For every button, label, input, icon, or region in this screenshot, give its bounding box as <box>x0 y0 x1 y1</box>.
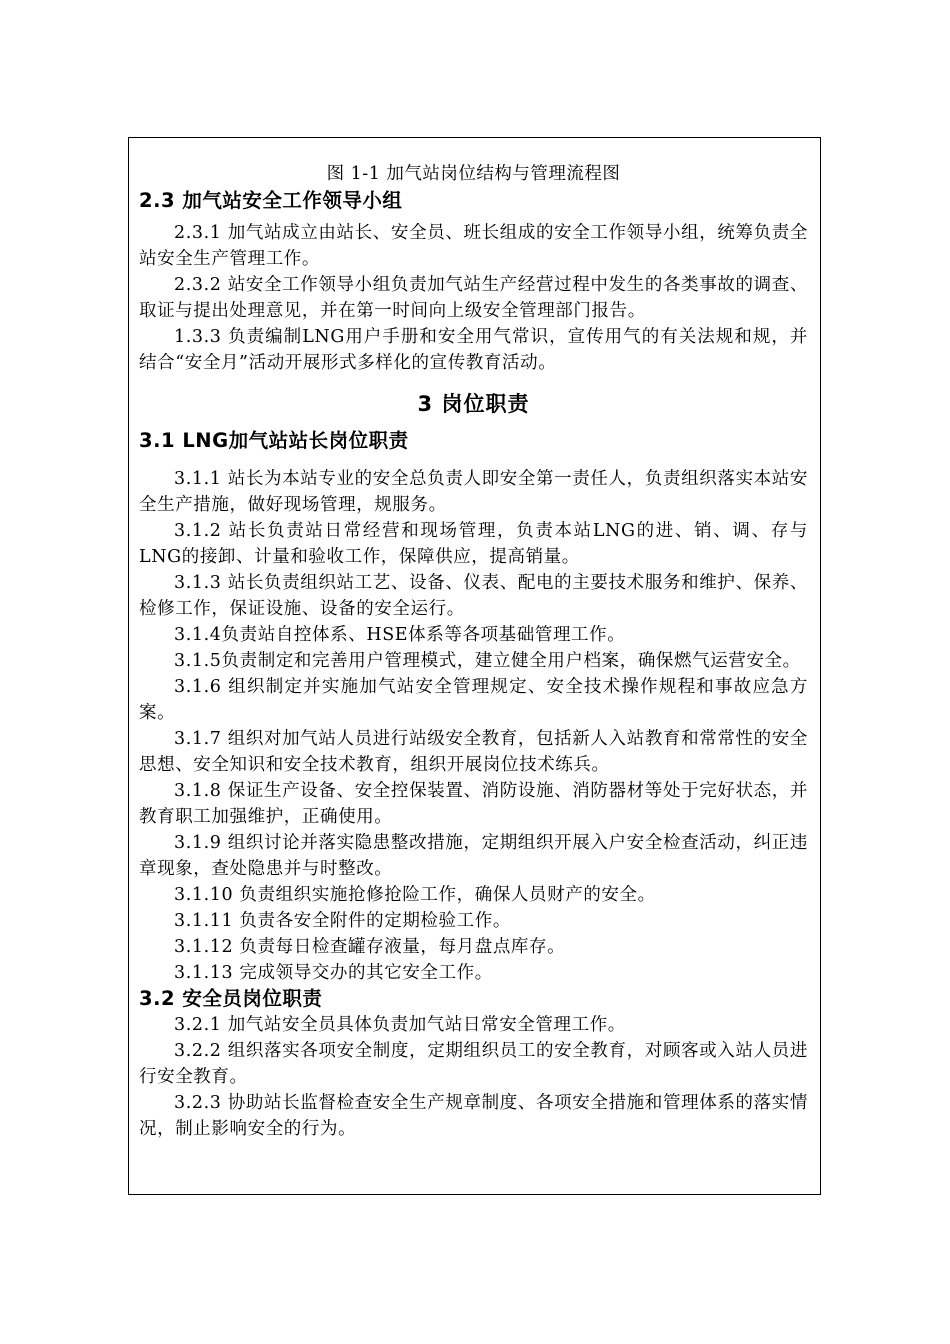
paragraph-3-1-2: 3.1.2 站长负责站日常经营和现场管理，负责本站LNG的进、销、调、存与LNG的接卸、计量和验收工作，保障供应，提高销量。 <box>139 521 808 567</box>
paragraph-1-3-3: 1.3.3 负责编制LNG用户手册和安全用气常识，宣传用气的有关法规和规，并结合“安全月”活动开展形式多样化的宣传教育活动。 <box>139 327 808 373</box>
paragraph-3-1-9: 3.1.9 组织讨论并落实隐患整改措施，定期组织开展入户安全检查活动，纠正违章现象，查处隐患并与时整改。 <box>139 833 808 879</box>
paragraph-3-1-4: 3.1.4负责站自控体系、HSE体系等各项基础管理工作。 <box>174 625 626 645</box>
paragraph-3-1-7: 3.1.7 组织对加气站人员进行站级安全教育，包括新人入站教育和常常性的安全思想、安全知识和安全技术教育，组织开展岗位技术练兵。 <box>139 729 808 775</box>
paragraph-3-1-3: 3.1.3 站长负责组织站工艺、设备、仪表、配电的主要技术服务和维护、保养、检修工作，保证设施、设备的安全运行。 <box>139 573 808 619</box>
paragraph-3-1-10: 3.1.10 负责组织实施抢修抢险工作，确保人员财产的安全。 <box>174 885 656 905</box>
spacer <box>139 454 808 466</box>
paragraph-3-2-3: 3.2.3 协助站长监督检查安全生产规章制度、各项安全措施和管理体系的落实情况，制止影响安全的行为。 <box>139 1093 808 1139</box>
paragraph-3-2-1: 3.2.1 加气站安全员具体负责加气站日常安全管理工作。 <box>174 1015 626 1035</box>
paragraph-3-1-8: 3.1.8 保证生产设备、安全控保装置、消防设施、消防器材等处于完好状态，并教育职工加强维护，正确使用。 <box>139 781 808 827</box>
section-3-2-heading: 3.2 安全员岗位职责 <box>139 987 323 1010</box>
section-2-3-heading: 2.3 加气站安全工作领导小组 <box>139 189 403 212</box>
paragraph-3-1-5: 3.1.5负责制定和完善用户管理模式，建立健全用户档案，确保燃气运营安全。 <box>174 651 801 671</box>
paragraph-3-1-1: 3.1.1 站长为本站专业的安全总负责人即安全第一责任人，负责组织落实本站安全生产措施，做好现场管理，规服务。 <box>139 469 808 515</box>
paragraph-2-3-2: 2.3.2 站安全工作领导小组负责加气站生产经营过程中发生的各类事故的调查、取证与提出处理意见，并在第一时间向上级安全管理部门报告。 <box>139 275 808 321</box>
paragraph-2-3-1: 2.3.1 加气站成立由站长、安全员、班长组成的安全工作领导小组，统筹负责全站安全生产管理工作。 <box>139 223 808 269</box>
paragraph-3-1-11: 3.1.11 负责各安全附件的定期检验工作。 <box>174 911 511 931</box>
figure-caption: 图 1-1 加气站岗位结构与管理流程图 <box>326 164 621 184</box>
paragraph-3-1-13: 3.1.13 完成领导交办的其它安全工作。 <box>174 963 493 983</box>
chapter-3-heading: 3 岗位职责 <box>417 392 530 416</box>
paragraph-3-1-6: 3.1.6 组织制定并实施加气站安全管理规定、安全技术操作规程和事故应急方案。 <box>139 677 808 723</box>
document-frame <box>128 137 821 1195</box>
section-3-1-heading: 3.1 LNG加气站站长岗位职责 <box>139 429 409 452</box>
paragraph-3-2-2: 3.2.2 组织落实各项安全制度，定期组织员工的安全教育，对顾客或入站人员进行安全教育。 <box>139 1041 808 1087</box>
paragraph-3-1-12: 3.1.12 负责每日检查罐存液量，每月盘点库存。 <box>174 937 566 957</box>
